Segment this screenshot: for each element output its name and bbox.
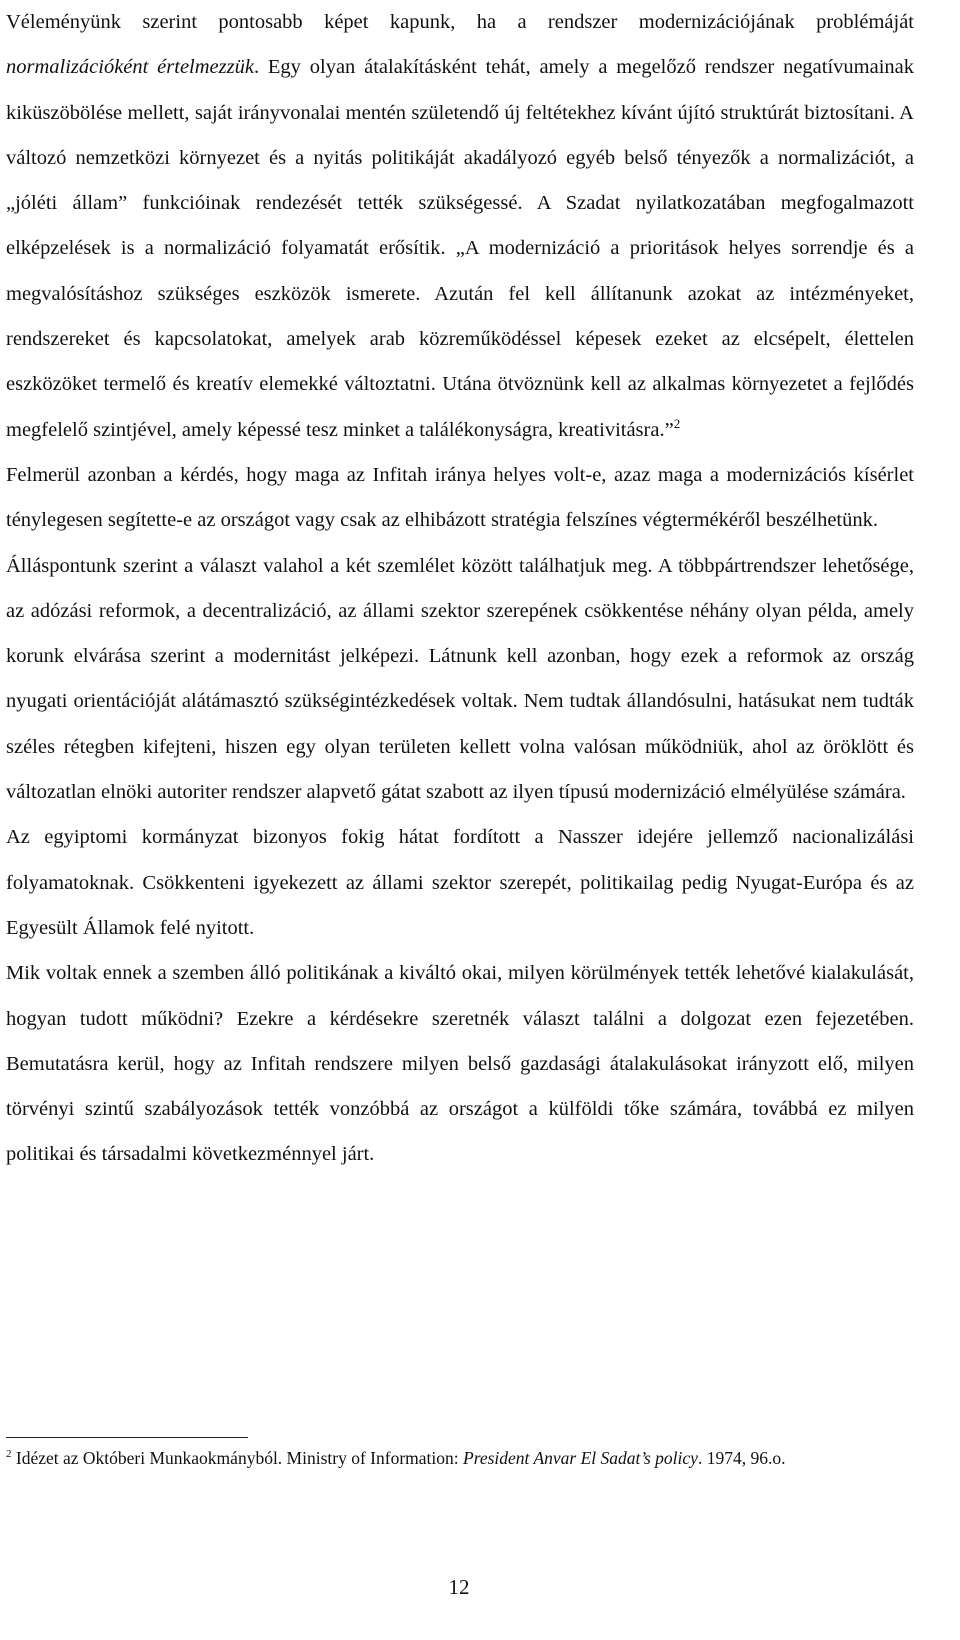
page-number: 12 [448, 1575, 470, 1599]
body-text [6, 0, 914, 1178]
paragraph-government: Az egyiptomi kormányzat bizonyos fokig hátat fordított a Nasszer idejére jellemző nacionalizálási folyamatoknak. Csökkenteni igyekezett az állami szektor szerepét, politikailag pedig Nyugat-Európa és az Egyesült Államok felé nyitott. [6, 826, 914, 939]
paragraph-question: Felmerül azonban a kérdés, hogy maga az Infitah iránya helyes volt-e, azaz maga a modernizációs kísérlet ténylegesen segítette-e az országot vagy csak az elhibázott stratégia felszínes végtermékéről beszélhetünk. [6, 463, 914, 532]
footnote-lead: Idézet az Októberi Munkaokmányból. Ministry of Information: [11, 1448, 463, 1468]
footnote-reference[interactable]: 2 [673, 415, 681, 431]
footnote-rest: . 1974, 96.o. [697, 1448, 786, 1468]
paragraph-lead: Véleményünk szerint pontosabb képet kapunk, ha a rendszer modernizációjának problémáját [6, 11, 914, 33]
paragraph-rest: . Egy olyan átalakításként tehát, amely a megelőző rendszer negatívumainak kiküszöbölése mellett, saját irányvonalai mentén születendő új feltétekhez kívánt újító struktúrát biztosítani. A változó nemzetközi környezet és a nyitás politikáját akadályozó egyéb belső tényezők a normalizációt, a „jóléti állam” funkcióinak rendezését tették szükségessé. A Szadat nyilatkozatában megfogalmazott elképzelések is a normalizáció folyamatát erősítik. „A modernizáció a prioritások helyes sorrendje és a megvalósításhoz szükséges eszközök ismerete. Azután fel kell állítanunk azokat az intézményeket, rendszereket és kapcsolatokat, amelyek arab közreműködéssel képesek ezeket az elcsépelt, élettelen eszközöket termelő és kreatív elemekké változtatni. Utána ötvöznünk kell az alkalmas környezetet a fejlődés megfelelő szintjével, amely képessé tesz minket a találékonyságra, kreativitásra.” [6, 56, 914, 441]
footnote-number: 2 [6, 1448, 12, 1461]
footnote [6, 1443, 914, 1473]
paragraph-chapter-aim: Mik voltak ennek a szemben álló politikának a kiváltó okai, milyen körülmények tették lehetővé kialakulását, hogyan tudott működni? Ezekre a kérdésekre szeretnék választ találni a dolgozat ezen fejezetében. Bemutatásra kerül, hogy az Infitah rendszere milyen belső gazdasági átalakulásokat irányzott elő, milyen törvényi szintű szabályozások tették vonzóbbá az országot a külföldi tőke számára, továbbá ez milyen politikai és társadalmi következménnyel járt. [6, 962, 914, 1166]
footnote-separator [6, 1437, 248, 1438]
paragraph-normalization [6, 0, 914, 453]
footnote-source-title: President Anvar El Sadat’s policy [463, 1448, 698, 1468]
paragraph-position: Álláspontunk szerint a választ valahol a két szemlélet között találhatjuk meg. A többpártrendszer lehetősége, az adózási reformok, a decentralizáció, az állami szektor szerepének csökkentése néhány olyan példa, amely korunk elvárása szerint a modernitást jelképezi. Látnunk kell azonban, hogy ezek a reformok az ország nyugati orientációját alátámasztó szükségintézkedések voltak. Nem tudtak állandósulni, hatásukat nem tudták széles rétegben kifejteni, hiszen egy olyan területen kellett volna valósan működniük, ahol az öröklött és változatlan elnöki autoriter rendszer alapvető gátat szabott az ilyen típusú modernizáció elmélyülése számára. [6, 554, 914, 804]
emphasized-phrase: normalizációként értelmezzük [6, 56, 254, 79]
